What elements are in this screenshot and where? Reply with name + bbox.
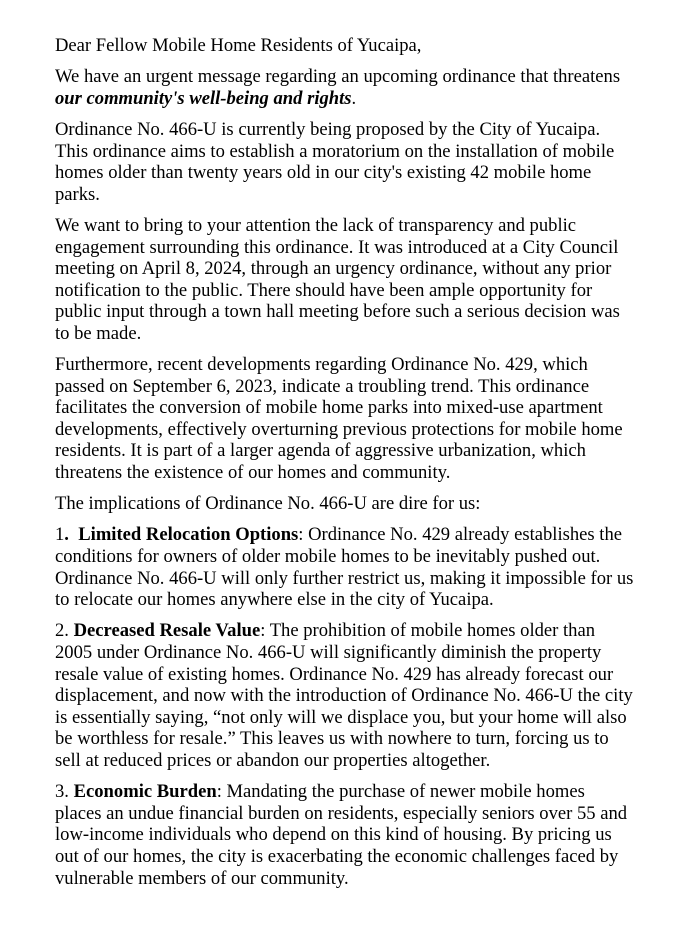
list-item-first-line xyxy=(55,620,655,642)
paragraph-line: developments, effectively overturning previous protections for mobile home xyxy=(55,418,623,440)
list-item-line: low-income individuals who depend on this kind of housing. By pricing us xyxy=(55,824,612,846)
list-item-economic xyxy=(55,781,655,889)
paragraph-line: This ordinance aims to establish a moratorium on the installation of mobile xyxy=(55,140,615,162)
salutation xyxy=(55,35,655,57)
paragraph-line: passed on September 6, 2023, indicate a troubling trend. This ordinance xyxy=(55,375,590,397)
paragraph-line: notification to the public. There should have been ample opportunity for xyxy=(55,279,593,301)
paragraph-ordinance-429 xyxy=(55,354,655,484)
list-item-line: Ordinance No. 466-U will only further restrict us, making it impossible for us xyxy=(55,567,634,589)
list-item-line: be worthless for resale.” This leaves us with nowhere to turn, forcing us to xyxy=(55,728,609,750)
list-item-first-line-rest: : Mandating the purchase of newer mobile homes xyxy=(216,781,585,803)
list-item-line: resale value of existing homes. Ordinance No. 429 has already forecast our xyxy=(55,663,614,685)
paragraph-line: parks. xyxy=(55,183,100,205)
paragraph-line: to be made. xyxy=(55,322,142,344)
intro-line-1: We have an urgent message regarding an upcoming ordinance that threatens xyxy=(55,66,621,88)
list-item-line: conditions for owners of older mobile homes to be inevitably pushed out. xyxy=(55,546,601,568)
list-item-line: to relocate our homes anywhere else in the city of Yucaipa. xyxy=(55,589,494,611)
list-item-line: displacement, and now with the introduction of Ordinance No. 466-U the city xyxy=(55,685,633,707)
list-item-line: is essentially saying, “not only will we displace you, but your home will also xyxy=(55,706,627,728)
paragraph-line: Ordinance No. 466-U is currently being proposed by the City of Yucaipa. xyxy=(55,118,601,140)
list-item-number: 3. xyxy=(55,781,69,803)
list-item-line: sell at reduced prices or abandon our properties altogether. xyxy=(55,749,491,771)
list-item-number: 1 xyxy=(55,524,65,546)
list-item-title: Limited Relocation Options xyxy=(78,524,299,546)
intro-emphasis: our community's well-being and rights xyxy=(55,87,352,109)
list-item-first-line xyxy=(55,781,655,803)
intro-paragraph xyxy=(55,66,655,109)
paragraph-line: meeting on April 8, 2024, through an urgency ordinance, without any prior xyxy=(55,258,612,280)
paragraph-line: Furthermore, recent developments regarding Ordinance No. 429, which xyxy=(55,354,588,376)
list-item-line: 2005 under Ordinance No. 466-U will significantly diminish the property xyxy=(55,642,602,663)
paragraph-line: homes older than twenty years old in our city's existing 42 mobile home xyxy=(55,162,592,184)
list-item-first-line xyxy=(55,524,655,546)
paragraph-line: facilitates the conversion of mobile home parks into mixed-use apartment xyxy=(55,397,603,419)
list-item-title: Decreased Resale Value xyxy=(73,620,261,642)
list-item-first-line-rest: : Ordinance No. 429 already establishes the xyxy=(298,524,623,546)
list-item-relocation xyxy=(55,524,655,610)
list-item-line: places an undue financial burden on residents, especially seniors over 55 and xyxy=(55,802,628,824)
intro-line-2 xyxy=(55,88,655,110)
paragraph-proposal xyxy=(55,119,655,205)
paragraph-line: public input through a town hall meeting before such a serious decision was xyxy=(55,301,620,323)
paragraph-transparency xyxy=(55,215,655,345)
list-item-resale xyxy=(55,620,655,771)
letter-document xyxy=(55,35,655,899)
paragraph-line: engagement surrounding this ordinance. It was introduced at a City Council xyxy=(55,236,619,258)
list-item-line: out of our homes, the city is exacerbating the economic challenges faced by xyxy=(55,845,619,867)
list-item-title: Economic Burden xyxy=(73,781,217,803)
paragraph-line: We want to bring to your attention the lack of transparency and public xyxy=(55,214,577,236)
salutation-text: Dear Fellow Mobile Home Residents of Yucaipa, xyxy=(55,35,422,56)
paragraph-line: residents. It is part of a larger agenda of aggressive urbanization, which xyxy=(55,440,586,462)
list-item-number-suffix: . xyxy=(64,524,69,546)
paragraph-line: threatens the existence of our homes and community. xyxy=(55,462,451,484)
intro-end: . xyxy=(351,87,357,109)
implications-intro-text: The implications of Ordinance No. 466-U are dire for us: xyxy=(55,493,481,515)
implications-intro xyxy=(55,493,655,515)
list-item-line: vulnerable members of our community. xyxy=(55,867,349,889)
list-item-number: 2. xyxy=(55,620,69,642)
list-item-first-line-rest: : The prohibition of mobile homes older than xyxy=(260,620,596,642)
